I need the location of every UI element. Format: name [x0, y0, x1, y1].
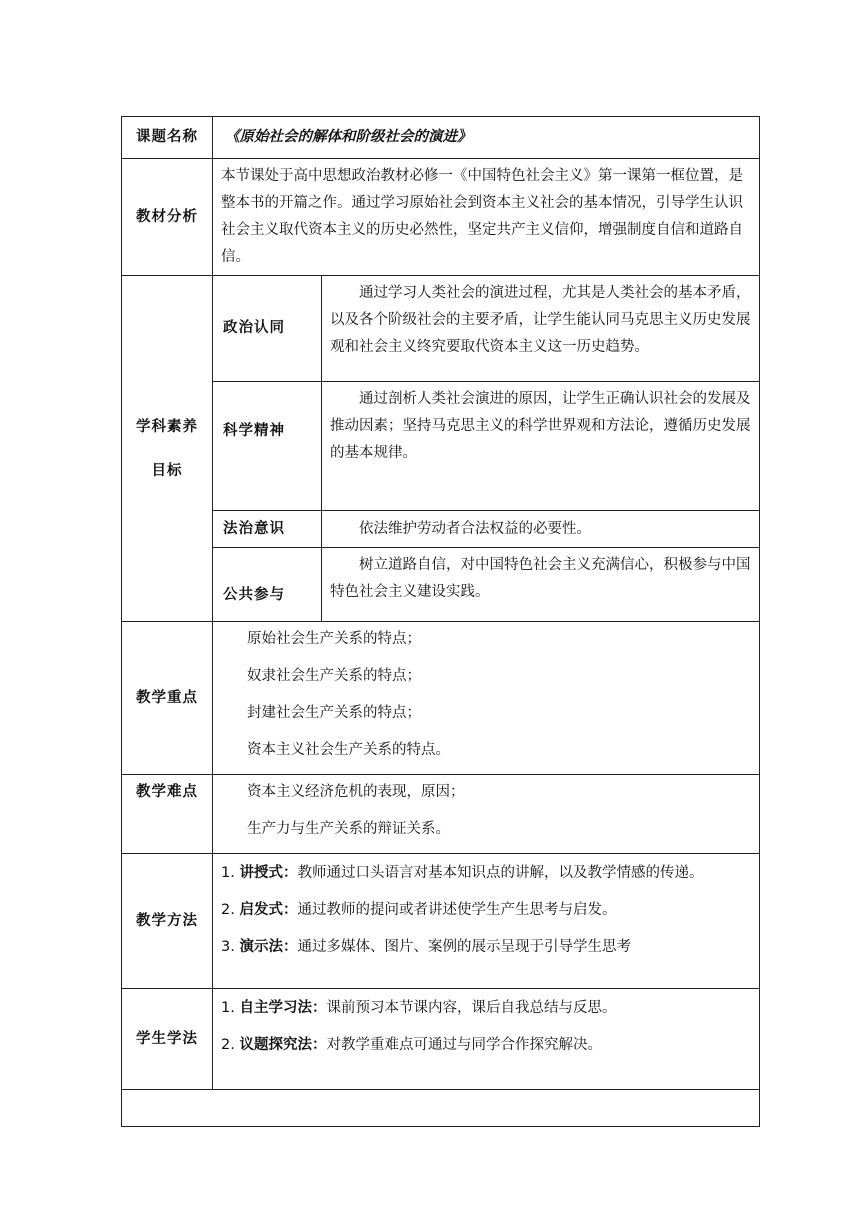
- goal-text-law: 依法维护劳动者合法权益的必要性。: [322, 511, 760, 548]
- difficulty-item: 资本主义经济危机的表现，原因；: [247, 784, 465, 800]
- empty-cell: [122, 1090, 760, 1127]
- key-point-item: 奴隶社会生产关系的特点；: [247, 668, 421, 684]
- row-goal-law: [122, 511, 760, 548]
- difficulties-label: 教学难点: [122, 775, 213, 854]
- method-num: 1.: [221, 865, 235, 881]
- row-empty: [122, 1090, 760, 1127]
- topic-label: 课题名称: [122, 117, 213, 159]
- goals-label-line1: 学科素养: [136, 418, 198, 435]
- method-item: [221, 897, 751, 924]
- row-analysis: [122, 159, 760, 276]
- row-goal-political: [122, 276, 760, 382]
- study-text: 对教学重难点可通过与同学合作探究解决。: [326, 1037, 602, 1053]
- goal-label-political: 政治认同: [213, 276, 322, 382]
- method-name: 讲授式：: [239, 865, 298, 881]
- difficulty-item: 生产力与生产关系的辩证关系。: [247, 821, 450, 837]
- row-methods: [122, 854, 760, 989]
- goal-text-political: 通过学习人类社会的演进过程，尤其是人类社会的基本矛盾，以及各个阶级社会的主要矛盾，让学生能认同马克思主义历史发展观和社会主义终究要取代资本主义这一历史趋势。: [322, 276, 760, 382]
- row-topic: [122, 117, 760, 159]
- topic-value: 《原始社会的解体和阶级社会的演进》: [213, 117, 760, 159]
- goals-label: [122, 276, 213, 622]
- difficulties-list: [213, 775, 760, 854]
- study-label: 学生学法: [122, 989, 213, 1090]
- methods-list: [213, 854, 760, 989]
- goal-label-law: 法治意识: [213, 511, 322, 548]
- analysis-label: 教材分析: [122, 159, 213, 276]
- goal-text-public: 树立道路自信，对中国特色社会主义充满信心，积极参与中国特色社会主义建设实践。: [322, 548, 760, 622]
- row-goal-science: [122, 382, 760, 511]
- method-text: 教师通过口头语言对基本知识点的讲解，以及教学情感的传递。: [297, 865, 704, 881]
- method-name: 演示法：: [239, 939, 298, 955]
- goal-label-public: 公共参与: [213, 548, 322, 622]
- row-difficulties: [122, 775, 760, 854]
- lesson-plan-table: [121, 116, 760, 1127]
- method-name: 启发式：: [239, 902, 298, 918]
- row-key-points: [122, 622, 760, 775]
- analysis-text: 本节课处于高中思想政治教材必修一《中国特色社会主义》第一课第一框位置，是整本书的开篇之作。通过学习原始社会到资本主义社会的基本情况，引导学生认识社会主义取代资本主义的历史必然性，坚定共产主义信仰，增强制度自信和道路自信。: [213, 159, 760, 276]
- method-text: 通过多媒体、图片、案例的展示呈现于引导学生思考: [297, 939, 631, 955]
- goals-label-line2: 目标: [151, 462, 183, 479]
- method-item: [221, 934, 751, 961]
- study-num: 2.: [221, 1037, 235, 1053]
- study-name: 自主学习法：: [239, 1000, 327, 1016]
- methods-label: 教学方法: [122, 854, 213, 989]
- study-num: 1.: [221, 1000, 235, 1016]
- study-item: [221, 995, 751, 1022]
- study-list: [213, 989, 760, 1090]
- study-item: [221, 1032, 751, 1059]
- row-study: [122, 989, 760, 1090]
- study-name: 议题探究法：: [239, 1037, 327, 1053]
- key-point-item: 资本主义社会生产关系的特点。: [247, 742, 450, 758]
- method-num: 2.: [221, 902, 235, 918]
- key-points-label: 教学重点: [122, 622, 213, 775]
- study-text: 课前预习本节课内容，课后自我总结与反思。: [326, 1000, 617, 1016]
- key-point-item: 封建社会生产关系的特点；: [247, 705, 421, 721]
- goal-text-science: 通过剖析人类社会演进的原因，让学生正确认识社会的发展及推动因素；坚持马克思主义的科学世界观和方法论，遵循历史发展的基本规律。: [322, 382, 760, 511]
- method-item: [221, 860, 751, 887]
- method-text: 通过教师的提问或者讲述使学生产生思考与启发。: [297, 902, 617, 918]
- goal-label-science: 科学精神: [213, 382, 322, 511]
- key-points-list: [213, 622, 760, 775]
- row-goal-public: [122, 548, 760, 622]
- method-num: 3.: [221, 939, 235, 955]
- key-point-item: 原始社会生产关系的特点；: [247, 631, 421, 647]
